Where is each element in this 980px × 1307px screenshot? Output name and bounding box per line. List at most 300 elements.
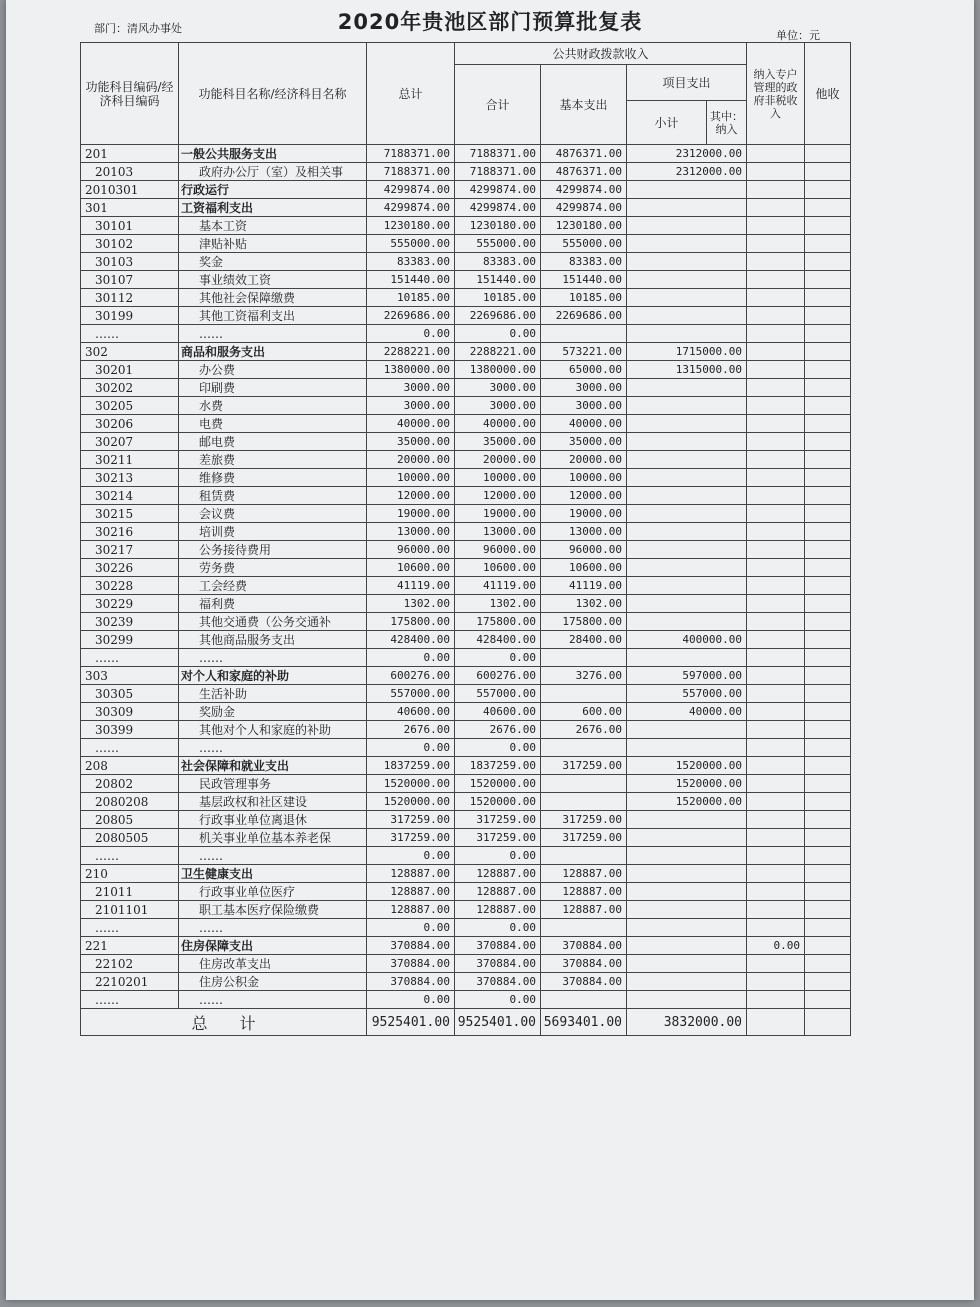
row-special	[747, 361, 805, 379]
row-name: 卫生健康支出	[179, 865, 367, 883]
row-special	[747, 577, 805, 595]
row-other	[805, 775, 851, 793]
row-other	[805, 289, 851, 307]
row-special	[747, 919, 805, 937]
row-total: 10600.00	[367, 559, 455, 577]
row-sum: 1520000.00	[455, 775, 541, 793]
table-row	[81, 739, 851, 757]
row-name: 政府办公厅（室）及相关事	[179, 163, 367, 181]
row-code: 30213	[81, 469, 179, 487]
row-basic: 28400.00	[541, 631, 627, 649]
row-basic: 83383.00	[541, 253, 627, 271]
table-row	[81, 685, 851, 703]
row-project	[627, 307, 747, 325]
row-special	[747, 487, 805, 505]
row-code: 30214	[81, 487, 179, 505]
row-name: 津贴补贴	[179, 235, 367, 253]
table-row	[81, 289, 851, 307]
row-name: 社会保障和就业支出	[179, 757, 367, 775]
row-code: 30103	[81, 253, 179, 271]
row-other	[805, 667, 851, 685]
row-basic	[541, 685, 627, 703]
row-special	[747, 739, 805, 757]
row-other	[805, 343, 851, 361]
row-project: 2312000.00	[627, 163, 747, 181]
row-total: 4299874.00	[367, 199, 455, 217]
row-project	[627, 541, 747, 559]
row-code: 210	[81, 865, 179, 883]
row-code: ……	[81, 847, 179, 865]
row-sum: 1837259.00	[455, 757, 541, 775]
row-project	[627, 955, 747, 973]
row-total: 600276.00	[367, 667, 455, 685]
row-other	[805, 577, 851, 595]
row-code: ……	[81, 919, 179, 937]
row-sum: 1380000.00	[455, 361, 541, 379]
row-code: 30202	[81, 379, 179, 397]
table-row	[81, 847, 851, 865]
row-other	[805, 379, 851, 397]
total-row	[81, 1009, 851, 1036]
row-other	[805, 829, 851, 847]
table-row	[81, 937, 851, 955]
row-basic	[541, 991, 627, 1009]
total-label: 总 计	[81, 1009, 367, 1036]
row-other	[805, 541, 851, 559]
row-project	[627, 595, 747, 613]
budget-table	[80, 42, 851, 1036]
row-basic: 12000.00	[541, 487, 627, 505]
total-special	[747, 1009, 805, 1036]
row-code: 30207	[81, 433, 179, 451]
row-name: ……	[179, 919, 367, 937]
row-special	[747, 793, 805, 811]
row-sum: 4299874.00	[455, 199, 541, 217]
row-total: 0.00	[367, 847, 455, 865]
row-project	[627, 469, 747, 487]
row-code: 2080505	[81, 829, 179, 847]
row-sum: 96000.00	[455, 541, 541, 559]
row-sum: 370884.00	[455, 955, 541, 973]
row-special	[747, 991, 805, 1009]
row-project	[627, 901, 747, 919]
row-sum: 10000.00	[455, 469, 541, 487]
table-row	[81, 271, 851, 289]
row-code: 30216	[81, 523, 179, 541]
unit-label: 单位：元	[776, 29, 820, 42]
row-other	[805, 793, 851, 811]
row-special	[747, 415, 805, 433]
row-special	[747, 901, 805, 919]
header-other: 他收	[805, 43, 851, 145]
row-code: 30299	[81, 631, 179, 649]
row-sum: 317259.00	[455, 829, 541, 847]
row-total: 128887.00	[367, 865, 455, 883]
row-special	[747, 451, 805, 469]
header-special-account: 纳入专户管理的政府非税收入	[747, 43, 805, 145]
row-other	[805, 559, 851, 577]
row-total: 1380000.00	[367, 361, 455, 379]
row-project	[627, 271, 747, 289]
row-sum: 1520000.00	[455, 793, 541, 811]
row-code: 201	[81, 145, 179, 163]
row-basic: 96000.00	[541, 541, 627, 559]
row-other	[805, 973, 851, 991]
row-total: 0.00	[367, 991, 455, 1009]
row-basic: 2676.00	[541, 721, 627, 739]
table-row	[81, 307, 851, 325]
row-other	[805, 433, 851, 451]
row-name: 民政管理事务	[179, 775, 367, 793]
row-basic: 10600.00	[541, 559, 627, 577]
row-code: 30211	[81, 451, 179, 469]
row-name: 电费	[179, 415, 367, 433]
row-special	[747, 289, 805, 307]
row-name: 水费	[179, 397, 367, 415]
row-sum: 35000.00	[455, 433, 541, 451]
row-total: 128887.00	[367, 901, 455, 919]
table-row	[81, 397, 851, 415]
row-total: 0.00	[367, 325, 455, 343]
row-name: 其他对个人和家庭的补助	[179, 721, 367, 739]
row-code: 30215	[81, 505, 179, 523]
row-name: 机关事业单位基本养老保	[179, 829, 367, 847]
row-code: 30239	[81, 613, 179, 631]
row-project	[627, 829, 747, 847]
row-sum: 40000.00	[455, 415, 541, 433]
row-total: 3000.00	[367, 379, 455, 397]
row-name: 商品和服务支出	[179, 343, 367, 361]
row-project	[627, 721, 747, 739]
row-project: 557000.00	[627, 685, 747, 703]
row-code: 30226	[81, 559, 179, 577]
row-project	[627, 397, 747, 415]
row-other	[805, 757, 851, 775]
row-special	[747, 613, 805, 631]
row-basic: 128887.00	[541, 865, 627, 883]
row-code: 30101	[81, 217, 179, 235]
row-name: 生活补助	[179, 685, 367, 703]
row-other	[805, 181, 851, 199]
table-row	[81, 433, 851, 451]
row-name: 租赁费	[179, 487, 367, 505]
row-project	[627, 253, 747, 271]
row-code: ……	[81, 991, 179, 1009]
row-code: 2010301	[81, 181, 179, 199]
row-sum: 317259.00	[455, 811, 541, 829]
row-special	[747, 145, 805, 163]
header-basic: 基本支出	[541, 65, 627, 145]
row-basic: 370884.00	[541, 973, 627, 991]
row-special	[747, 757, 805, 775]
total-sum: 9525401.00	[455, 1009, 541, 1036]
row-other	[805, 199, 851, 217]
row-special	[747, 559, 805, 577]
table-row	[81, 667, 851, 685]
table-row	[81, 901, 851, 919]
row-total: 83383.00	[367, 253, 455, 271]
document-title: 2020年贵池区部门预算批复表	[337, 10, 643, 34]
row-sum: 555000.00	[455, 235, 541, 253]
row-sum: 0.00	[455, 739, 541, 757]
row-total: 2288221.00	[367, 343, 455, 361]
row-basic: 40000.00	[541, 415, 627, 433]
table-row	[81, 703, 851, 721]
row-sum: 10185.00	[455, 289, 541, 307]
row-name: 其他工资福利支出	[179, 307, 367, 325]
table-row	[81, 415, 851, 433]
row-project: 2312000.00	[627, 145, 747, 163]
row-special	[747, 883, 805, 901]
row-other	[805, 703, 851, 721]
row-sum: 4299874.00	[455, 181, 541, 199]
row-sum: 2288221.00	[455, 343, 541, 361]
row-special	[747, 595, 805, 613]
row-code: 301	[81, 199, 179, 217]
header-project-incl: 其中：纳入	[707, 101, 747, 145]
row-other	[805, 649, 851, 667]
table-row	[81, 793, 851, 811]
row-basic	[541, 919, 627, 937]
row-code: 303	[81, 667, 179, 685]
row-sum: 370884.00	[455, 937, 541, 955]
table-row	[81, 487, 851, 505]
row-total: 35000.00	[367, 433, 455, 451]
row-basic: 4299874.00	[541, 199, 627, 217]
row-name: 住房保障支出	[179, 937, 367, 955]
row-code: 221	[81, 937, 179, 955]
row-project	[627, 613, 747, 631]
row-sum: 2676.00	[455, 721, 541, 739]
row-code: 2080208	[81, 793, 179, 811]
row-total: 0.00	[367, 919, 455, 937]
row-project	[627, 289, 747, 307]
row-special: 0.00	[747, 937, 805, 955]
row-basic: 128887.00	[541, 901, 627, 919]
row-basic: 370884.00	[541, 955, 627, 973]
table-body	[81, 145, 851, 1009]
row-special	[747, 217, 805, 235]
row-code: 30199	[81, 307, 179, 325]
row-total: 40600.00	[367, 703, 455, 721]
row-total: 19000.00	[367, 505, 455, 523]
row-total: 13000.00	[367, 523, 455, 541]
row-total: 7188371.00	[367, 163, 455, 181]
row-code: 30206	[81, 415, 179, 433]
row-sum: 0.00	[455, 919, 541, 937]
row-sum: 20000.00	[455, 451, 541, 469]
row-sum: 557000.00	[455, 685, 541, 703]
row-project	[627, 325, 747, 343]
row-other	[805, 523, 851, 541]
row-basic: 41119.00	[541, 577, 627, 595]
total-project: 3832000.00	[627, 1009, 747, 1036]
row-basic: 370884.00	[541, 937, 627, 955]
header-project: 项目支出	[627, 65, 747, 101]
row-total: 96000.00	[367, 541, 455, 559]
row-special	[747, 703, 805, 721]
row-project	[627, 217, 747, 235]
row-basic: 1302.00	[541, 595, 627, 613]
row-name: 一般公共服务支出	[179, 145, 367, 163]
row-name: 其他社会保障缴费	[179, 289, 367, 307]
row-project	[627, 649, 747, 667]
row-project	[627, 991, 747, 1009]
row-project	[627, 847, 747, 865]
row-total: 41119.00	[367, 577, 455, 595]
table-row	[81, 361, 851, 379]
row-code: 30205	[81, 397, 179, 415]
row-project	[627, 379, 747, 397]
table-row	[81, 631, 851, 649]
row-total: 4299874.00	[367, 181, 455, 199]
row-sum: 428400.00	[455, 631, 541, 649]
row-special	[747, 343, 805, 361]
row-project: 1715000.00	[627, 343, 747, 361]
row-total: 317259.00	[367, 811, 455, 829]
row-special	[747, 685, 805, 703]
row-total: 7188371.00	[367, 145, 455, 163]
row-basic: 317259.00	[541, 829, 627, 847]
row-special	[747, 199, 805, 217]
row-project	[627, 505, 747, 523]
row-name: 行政事业单位离退休	[179, 811, 367, 829]
row-sum: 83383.00	[455, 253, 541, 271]
row-total: 1230180.00	[367, 217, 455, 235]
row-code: 30201	[81, 361, 179, 379]
row-special	[747, 235, 805, 253]
row-code: 20103	[81, 163, 179, 181]
row-sum: 128887.00	[455, 883, 541, 901]
row-code: 30229	[81, 595, 179, 613]
row-name: 公务接待费用	[179, 541, 367, 559]
table-row	[81, 559, 851, 577]
row-other	[805, 937, 851, 955]
row-code: 30217	[81, 541, 179, 559]
row-name: 对个人和家庭的补助	[179, 667, 367, 685]
row-special	[747, 649, 805, 667]
row-basic: 317259.00	[541, 811, 627, 829]
row-sum: 7188371.00	[455, 145, 541, 163]
row-name: ……	[179, 991, 367, 1009]
row-project	[627, 919, 747, 937]
row-project	[627, 973, 747, 991]
row-other	[805, 217, 851, 235]
row-basic: 4876371.00	[541, 145, 627, 163]
header-public-finance: 公共财政拨款收入	[455, 43, 747, 65]
table-row	[81, 451, 851, 469]
row-code: 208	[81, 757, 179, 775]
row-name: 维修费	[179, 469, 367, 487]
row-basic: 4876371.00	[541, 163, 627, 181]
row-other	[805, 487, 851, 505]
row-project	[627, 811, 747, 829]
row-project	[627, 739, 747, 757]
row-special	[747, 667, 805, 685]
row-total: 0.00	[367, 649, 455, 667]
header-subtotal: 合计	[455, 65, 541, 145]
row-sum: 370884.00	[455, 973, 541, 991]
table-row	[81, 811, 851, 829]
row-code: 30112	[81, 289, 179, 307]
row-code: 21011	[81, 883, 179, 901]
row-basic: 317259.00	[541, 757, 627, 775]
header-name: 功能科目名称/经济科目名称	[179, 43, 367, 145]
table-row	[81, 721, 851, 739]
row-name: 邮电费	[179, 433, 367, 451]
row-code: ……	[81, 739, 179, 757]
row-total: 1520000.00	[367, 775, 455, 793]
row-project	[627, 235, 747, 253]
row-name: 培训费	[179, 523, 367, 541]
row-special	[747, 541, 805, 559]
row-other	[805, 469, 851, 487]
budget-sheet	[6, 0, 974, 1300]
row-name: ……	[179, 649, 367, 667]
row-basic: 2269686.00	[541, 307, 627, 325]
row-name: 住房公积金	[179, 973, 367, 991]
row-project: 1520000.00	[627, 793, 747, 811]
row-sum: 19000.00	[455, 505, 541, 523]
row-name: 会议费	[179, 505, 367, 523]
row-total: 1302.00	[367, 595, 455, 613]
row-project	[627, 181, 747, 199]
row-total: 1520000.00	[367, 793, 455, 811]
row-project: 1520000.00	[627, 757, 747, 775]
row-special	[747, 271, 805, 289]
row-name: 福利费	[179, 595, 367, 613]
row-special	[747, 505, 805, 523]
department-label: 部门：清风办事处	[94, 22, 182, 35]
row-other	[805, 955, 851, 973]
total-basic: 5693401.00	[541, 1009, 627, 1036]
row-other	[805, 163, 851, 181]
row-special	[747, 253, 805, 271]
row-total: 175800.00	[367, 613, 455, 631]
row-special	[747, 307, 805, 325]
table-row	[81, 829, 851, 847]
row-code: 30309	[81, 703, 179, 721]
row-name: 基层政权和社区建设	[179, 793, 367, 811]
table-row	[81, 991, 851, 1009]
row-basic	[541, 847, 627, 865]
row-total: 151440.00	[367, 271, 455, 289]
row-sum: 41119.00	[455, 577, 541, 595]
table-row	[81, 613, 851, 631]
row-code: 2101101	[81, 901, 179, 919]
table-header	[81, 43, 851, 145]
row-other	[805, 613, 851, 631]
row-special	[747, 325, 805, 343]
row-other	[805, 235, 851, 253]
row-name: ……	[179, 739, 367, 757]
row-name: 差旅费	[179, 451, 367, 469]
row-other	[805, 847, 851, 865]
row-other	[805, 415, 851, 433]
table-row	[81, 253, 851, 271]
row-project: 1315000.00	[627, 361, 747, 379]
row-project: 597000.00	[627, 667, 747, 685]
table-row	[81, 163, 851, 181]
row-other	[805, 685, 851, 703]
row-name: 行政运行	[179, 181, 367, 199]
row-total: 0.00	[367, 739, 455, 757]
row-special	[747, 379, 805, 397]
row-sum: 1230180.00	[455, 217, 541, 235]
table-row	[81, 505, 851, 523]
row-name: ……	[179, 325, 367, 343]
row-code: 30107	[81, 271, 179, 289]
